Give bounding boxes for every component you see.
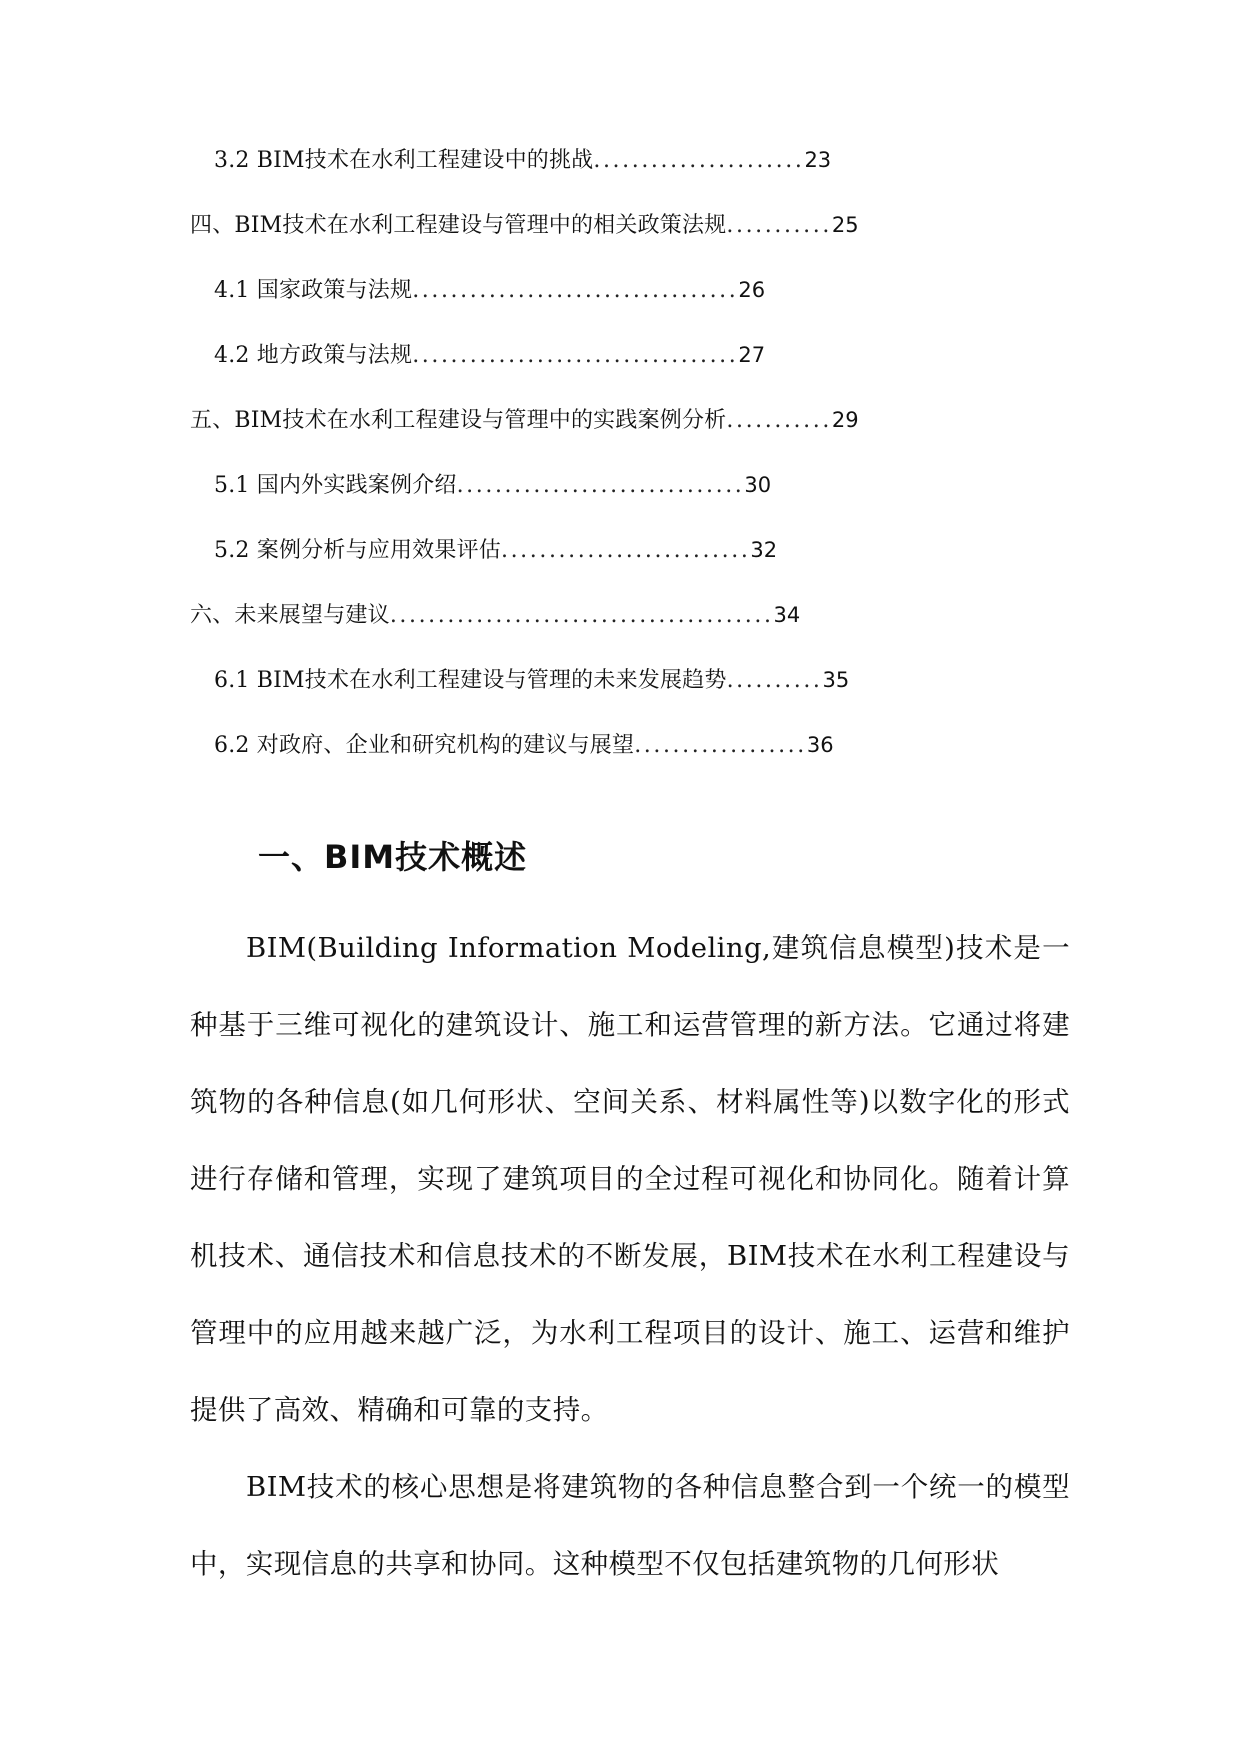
toc-leader-dots: ...................... — [593, 148, 805, 173]
toc-leader-dots: .................................. — [412, 278, 739, 303]
toc-entry[interactable] — [190, 725, 970, 790]
toc-page-number: 34 — [773, 603, 801, 627]
toc-line — [214, 140, 831, 181]
toc-entry[interactable] — [190, 270, 970, 335]
section-heading: 一、BIM技术概述 — [258, 838, 528, 876]
toc-entry-label: 6.1 BIM技术在水利工程建设与管理的未来发展趋势 — [214, 668, 727, 693]
toc-entry[interactable] — [190, 205, 970, 270]
toc-entry-label: 四、BIM技术在水利工程建设与管理中的相关政策法规 — [190, 213, 727, 238]
toc-page-number: 25 — [831, 213, 859, 237]
toc-line — [190, 595, 800, 636]
table-of-contents — [190, 140, 970, 790]
toc-line — [190, 205, 859, 246]
toc-entry[interactable] — [190, 595, 970, 660]
toc-line — [214, 725, 834, 766]
toc-leader-dots: ........................................ — [389, 603, 774, 628]
toc-line — [214, 530, 777, 571]
toc-leader-dots: .................. — [634, 733, 807, 758]
toc-line — [214, 465, 771, 506]
toc-entry[interactable] — [190, 465, 970, 530]
toc-page-number: 35 — [822, 668, 850, 692]
toc-entry[interactable] — [190, 335, 970, 400]
toc-page-number: 23 — [804, 148, 832, 172]
toc-entry-label: 六、未来展望与建议 — [190, 603, 390, 628]
toc-page-number: 27 — [738, 343, 766, 367]
toc-entry-label: 5.1 国内外实践案例介绍 — [214, 473, 457, 498]
toc-entry[interactable] — [190, 530, 970, 595]
toc-leader-dots: .......................... — [500, 538, 751, 563]
toc-entry-label: 6.2 对政府、企业和研究机构的建议与展望 — [214, 733, 635, 758]
toc-leader-dots: ........... — [726, 408, 832, 433]
toc-page-number: 32 — [750, 538, 778, 562]
toc-page-number: 26 — [738, 278, 766, 302]
body-text — [190, 910, 1070, 1603]
toc-entry-label: 五、BIM技术在水利工程建设与管理中的实践案例分析 — [190, 408, 727, 433]
toc-entry[interactable] — [190, 140, 970, 205]
toc-entry[interactable] — [190, 660, 970, 725]
toc-entry-label: 5.2 案例分析与应用效果评估 — [214, 538, 501, 563]
toc-page-number: 29 — [831, 408, 859, 432]
toc-entry-label: 4.2 地方政策与法规 — [214, 343, 413, 368]
toc-leader-dots: ........... — [726, 213, 832, 238]
toc-entry-label: 3.2 BIM技术在水利工程建设中的挑战 — [214, 148, 594, 173]
toc-leader-dots: .............................. — [456, 473, 745, 498]
toc-page-number: 30 — [744, 473, 772, 497]
paragraph: BIM技术的核心思想是将建筑物的各种信息整合到一个统一的模型中，实现信息的共享和协同。这种模型不仅包括建筑物的几何形状 — [190, 1471, 1070, 1580]
toc-leader-dots: .......... — [726, 668, 823, 693]
toc-line — [214, 335, 765, 376]
toc-page-number: 36 — [806, 733, 834, 757]
toc-line — [214, 660, 849, 701]
toc-entry[interactable] — [190, 400, 970, 465]
paragraph: BIM(Building Information Modeling,建筑信息模型)技术是一种基于三维可视化的建筑设计、施工和运营管理的新方法。它通过将建筑物的各种信息(如几何形状、空间关系、材料属性等)以数字化的形式进行存储和管理，实现了建筑项目的全过程可视化和协同化。随着计算机技术、通信技术和信息技术的不断发展，BIM技术在水利工程建设与管理中的应用越来越广泛，为水利工程项目的设计、施工、运营和维护提供了高效、精确和可靠的支持。 — [190, 932, 1070, 1426]
toc-leader-dots: .................................. — [412, 343, 739, 368]
toc-entry-label: 4.1 国家政策与法规 — [214, 278, 413, 303]
toc-line — [190, 400, 859, 441]
toc-line — [214, 270, 765, 311]
